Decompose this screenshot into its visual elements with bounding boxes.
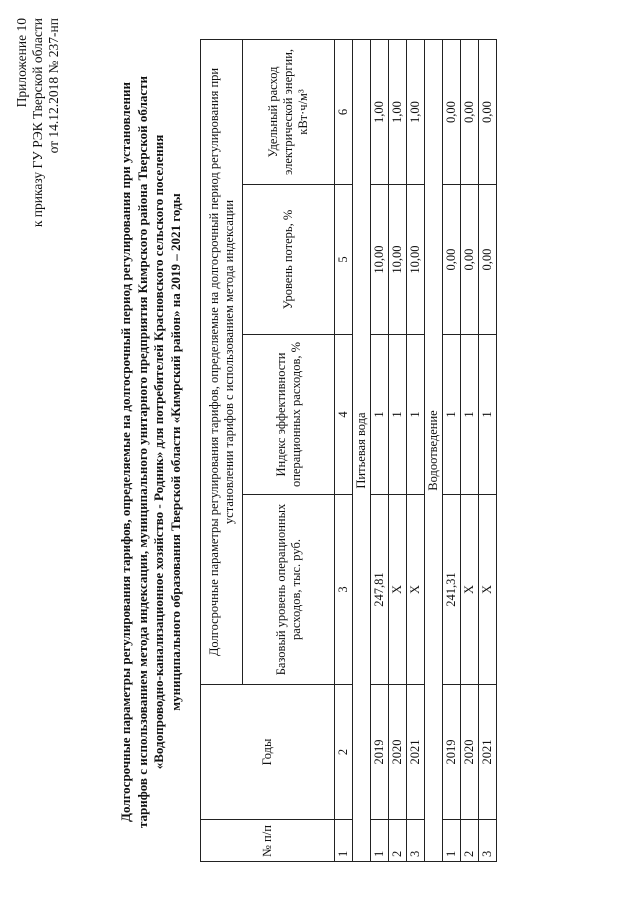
appendix-reference [14, 18, 62, 227]
row-year: 2019 [371, 685, 389, 820]
table-row [461, 40, 479, 862]
table-row [407, 40, 425, 862]
column-number-row [335, 40, 353, 862]
column-number: 2 [335, 685, 353, 820]
title-line: Долгосрочные параметры регулирования тарифов, определяемые на долгосрочный период регулирования при установлении [118, 82, 133, 822]
row-efficiency-index: 1 [479, 335, 497, 495]
title-line: тарифов с использованием метода индексации, муниципального унитарного предприятия Кимрского района Тверской области [134, 76, 150, 829]
parameters-table [200, 39, 497, 862]
row-number: 2 [389, 820, 407, 862]
row-number: 1 [371, 820, 389, 862]
appendix-date: от 14.12.2018 № 237-нп [46, 18, 61, 154]
section-title: Водоотведение [425, 40, 443, 862]
title-line: муниципального образования Тверской области «Кимрский район» на 2019 – 2021 годы [167, 193, 183, 711]
row-number: 1 [443, 820, 461, 862]
table-row [389, 40, 407, 862]
column-number: 5 [335, 185, 353, 335]
table-row [443, 40, 461, 862]
title-line: «Водопроводно-канализационное хозяйство - Родник» для потребителей Красновского сельского поселения [151, 134, 166, 770]
row-number: 3 [407, 820, 425, 862]
column-number: 6 [335, 40, 353, 185]
row-energy: 1,00 [407, 40, 425, 185]
column-number: 4 [335, 335, 353, 495]
row-efficiency-index: 1 [389, 335, 407, 495]
row-efficiency-index: 1 [371, 335, 389, 495]
column-number: 1 [335, 820, 353, 862]
column-number: 3 [335, 495, 353, 685]
row-base-opex: Х [479, 495, 497, 685]
table-row [371, 40, 389, 862]
row-loss-level: 10,00 [389, 185, 407, 335]
table-row [479, 40, 497, 862]
row-base-opex: Х [407, 495, 425, 685]
row-loss-level: 0,00 [479, 185, 497, 335]
header-energy-consumption: Удельный расход электрической энергии, кВт·ч/м³ [243, 40, 335, 185]
row-base-opex: Х [389, 495, 407, 685]
row-energy: 0,00 [461, 40, 479, 185]
row-efficiency-index: 1 [407, 335, 425, 495]
row-base-opex: 247,81 [371, 495, 389, 685]
section-title: Питьевая вода [353, 40, 371, 862]
table-header-row [201, 40, 243, 862]
row-energy: 1,00 [371, 40, 389, 185]
row-year: 2020 [389, 685, 407, 820]
row-number: 2 [461, 820, 479, 862]
appendix-number: Приложение 10 [14, 18, 29, 108]
row-energy: 0,00 [443, 40, 461, 185]
header-base-opex: Базовый уровень операционных расходов, тыс. руб. [243, 495, 335, 685]
row-energy: 1,00 [389, 40, 407, 185]
header-years: Годы [201, 685, 335, 820]
row-year: 2021 [479, 685, 497, 820]
section-row [353, 40, 371, 862]
row-efficiency-index: 1 [461, 335, 479, 495]
row-year: 2021 [407, 685, 425, 820]
document-title [118, 40, 184, 864]
header-number: № п/п [201, 820, 335, 862]
row-year: 2019 [443, 685, 461, 820]
section-row [425, 40, 443, 862]
row-base-opex: Х [461, 495, 479, 685]
header-group: Долгосрочные параметры регулирования тарифов, определяемые на долгосрочный период регулирования при установлении тарифов с использованием метода индексации [201, 40, 243, 685]
row-efficiency-index: 1 [443, 335, 461, 495]
header-efficiency-index: Индекс эффективности операционных расходов, % [243, 335, 335, 495]
row-number: 3 [479, 820, 497, 862]
row-base-opex: 241,31 [443, 495, 461, 685]
header-loss-level: Уровень потерь, % [243, 185, 335, 335]
row-year: 2020 [461, 685, 479, 820]
row-loss-level: 0,00 [443, 185, 461, 335]
row-loss-level: 10,00 [407, 185, 425, 335]
row-energy: 0,00 [479, 40, 497, 185]
appendix-order: к приказу ГУ РЭК Тверской области [30, 18, 45, 228]
row-loss-level: 0,00 [461, 185, 479, 335]
row-loss-level: 10,00 [371, 185, 389, 335]
